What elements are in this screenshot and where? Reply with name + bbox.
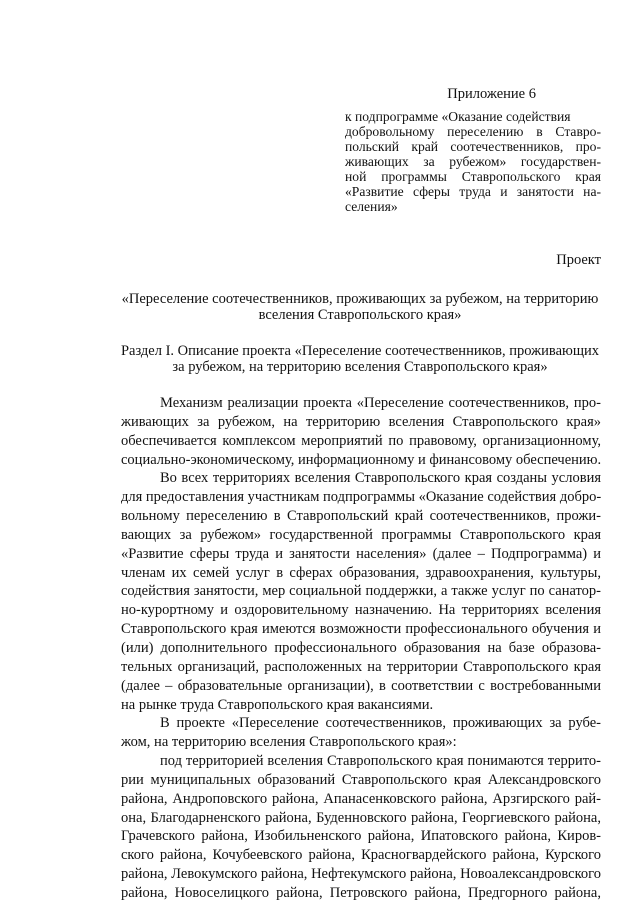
body-line: (или) дополнительного профессионального образования на базе образова- xyxy=(121,640,601,656)
body-line: содействия занятости, мер социальной поддержки, а также услуг по санатор- xyxy=(121,583,601,600)
appendix-ref-line: добровольному переселению в Ставро- xyxy=(345,124,601,139)
project-title-line: «Переселение соотечественников, проживающих за рубежом, на территорию xyxy=(121,291,599,307)
body-line: под территорией вселения Ставропольского края понимаются террито- xyxy=(160,753,601,770)
body-line: вающих за рубежом» государственной программы Ставропольского края xyxy=(121,526,601,543)
appendix-label: Приложение 6 xyxy=(447,86,536,102)
appendix-ref-line: «Развитие сферы труда и занятости на- xyxy=(345,184,601,199)
body-line: района, Новоселицкого района, Петровского района, Предгорного района, xyxy=(121,885,601,901)
body-line: Ставропольского края имеются возможности профессионального обучения и xyxy=(121,621,601,638)
appendix-ref-line: живающих за рубежом» государствен- xyxy=(345,154,601,169)
appendix-ref-line: селения» xyxy=(345,199,398,214)
body-line: живающих за рубежом, на территорию вселения Ставропольского края» xyxy=(121,413,601,430)
body-line: для предоставления участникам подпрограммы «Оказание содействия добро- xyxy=(121,489,602,506)
body-line: В проекте «Переселение соотечественников, проживающих за рубе- xyxy=(160,715,601,732)
body-line: обеспечивается комплексом мероприятий по правовому, организационному, xyxy=(121,432,601,449)
body-line: Грачевского района, Изобильненского района, Ипатовского района, Киров- xyxy=(121,828,601,845)
body-line: (далее – образовательные организации), в соответствии с востребованными xyxy=(121,677,601,694)
appendix-ref-line: ной программы Ставропольского края xyxy=(345,169,601,184)
body-line: района, Левокумского района, Нефтекумского района, Новоалександровского xyxy=(121,866,601,883)
project-title-line: вселения Ставропольского края» xyxy=(258,307,462,323)
body-line: она, Благодарненского района, Буденновского района, Георгиевского района, xyxy=(121,809,601,826)
appendix-ref-line: польский край соотечественников, про- xyxy=(345,139,601,154)
body-line: района, Андроповского района, Апанасенковского района, Арзгирского рай- xyxy=(121,790,601,807)
body-line: ского района, Кочубеевского района, Красногвардейского района, Курского xyxy=(121,847,601,864)
body-line: рии муниципальных образований Ставропольского края Александровского xyxy=(121,771,601,788)
draft-label: Проект xyxy=(556,252,601,268)
body-line: «Развитие сферы труда и занятости населения» (далее – Подпрограмма) и xyxy=(121,545,601,562)
section-heading-line: Раздел I. Описание проекта «Переселение соотечественников, проживающих xyxy=(120,343,600,359)
body-line: социально-экономическому, информационному и финансовому обеспечению. xyxy=(121,451,602,468)
body-line: вольному переселению в Ставропольский край соотечественников, прожи- xyxy=(121,508,601,525)
body-line: Во всех территориях вселения Ставропольского края созданы условия xyxy=(160,470,601,487)
body-line: Механизм реализации проекта «Переселение соотечественников, про- xyxy=(160,395,601,411)
appendix-ref-line: к подпрограмме «Оказание содействия xyxy=(345,109,571,124)
body-line: членам их семей услуг в сферах образования, здравоохранения, культуры, xyxy=(121,564,601,581)
body-line: но-курортному и оздоровительному назначению. На территориях вселения xyxy=(121,602,601,619)
body-line: тельных организаций, расположенных на территории Ставропольского края xyxy=(121,658,601,675)
section-heading-line: за рубежом, на территорию вселения Ставропольского края» xyxy=(172,359,548,375)
body-line: на рынке труда Ставропольского края вакансиями. xyxy=(121,696,434,713)
body-line: жом, на территорию вселения Ставропольского края»: xyxy=(121,734,457,751)
